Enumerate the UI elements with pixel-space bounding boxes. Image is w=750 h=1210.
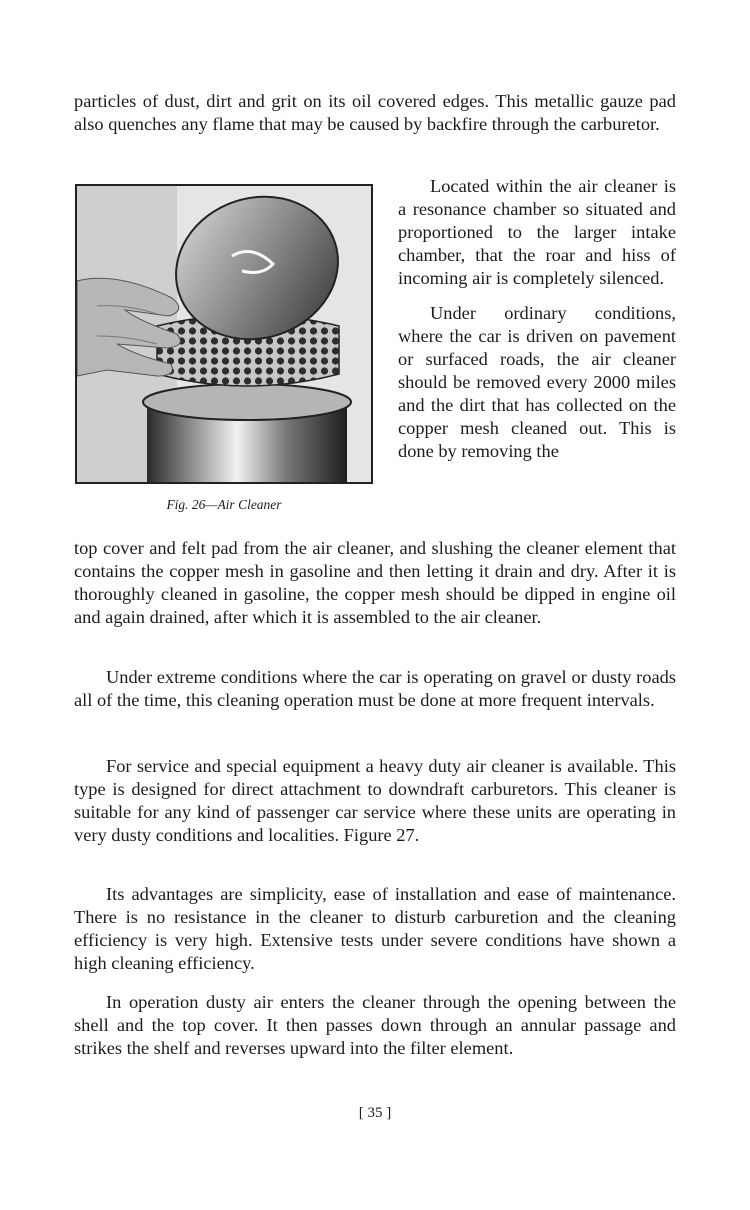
paragraph-service: For service and special equipment a heavy duty air cleaner is available. This type is designed for direct attachment to downdraft carburetors. This cleaner is suitable for any kind of passenger car service where these units are operating in very dusty conditions and localities. Figure 27.: [74, 756, 676, 845]
side-paragraph: Located within the air cleaner is a resonance chamber so situated and proportioned to the larger intake chamber, that the roar and hiss of incoming air is completely silenced.: [398, 176, 676, 288]
air-cleaner-photo: [75, 184, 373, 484]
side-column: [398, 175, 676, 463]
paragraph-operation: In operation dusty air enters the cleaner through the opening between the shell and the top cover. It then passes down through an annular passage and strikes the shelf and reverses upward into the filter element.: [74, 992, 676, 1058]
page-number: [ 35 ]: [358, 1105, 392, 1121]
figure-caption: Fig. 26—Air Cleaner: [166, 497, 282, 512]
paragraph-advantages: Its advantages are simplicity, ease of installation and ease of maintenance. There is no resistance in the cleaner to disturb carburetion and the cleaning efficiency is very high. Extensive tests under severe conditions have shown a high cleaning efficiency.: [74, 884, 676, 973]
paragraph-cleaning: top cover and felt pad from the air cleaner, and slushing the cleaner element that contains the copper mesh in gasoline and then letting it drain and dry. After it is thoroughly cleaned in gasoline, the copper mesh should be dipped in engine oil and again drained, after which it is assembled to the air cleaner.: [74, 538, 676, 627]
side-paragraph: Under ordinary conditions, where the car is driven on pavement or surfaced roads, the air cleaner should be removed every 2000 miles and the dirt that has collected on the copper mesh cleaned out. This is done by removing the: [398, 303, 676, 461]
paragraph-extreme: Under extreme conditions where the car is operating on gravel or dusty roads all of the time, this cleaning operation must be done at more frequent intervals.: [74, 667, 676, 710]
paragraph-intro: particles of dust, dirt and grit on its oil covered edges. This metallic gauze pad also quenches any flame that may be caused by backfire through the carburetor.: [74, 91, 676, 134]
